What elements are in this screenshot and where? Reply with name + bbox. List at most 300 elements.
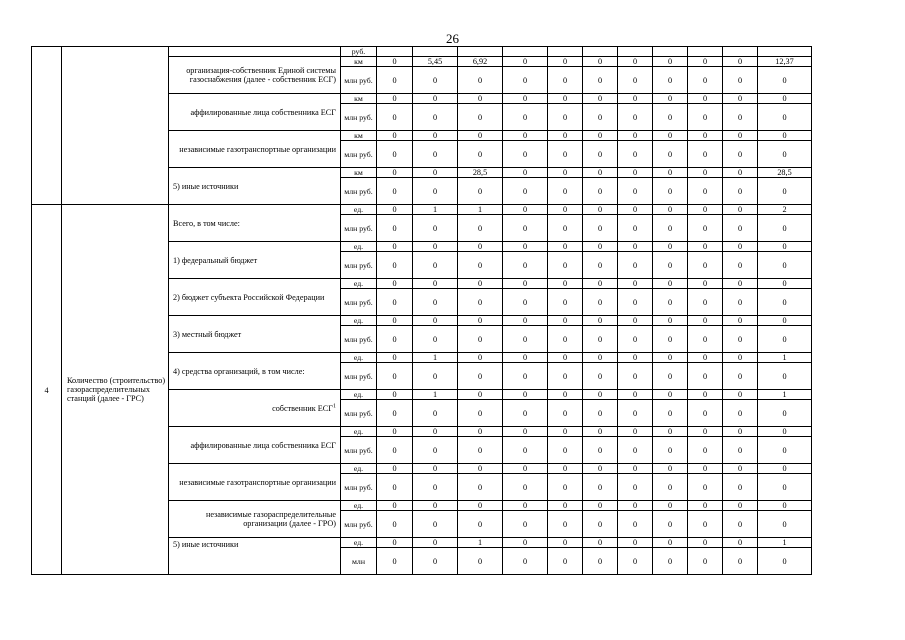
value-cell: 0 xyxy=(688,363,723,390)
value-cell xyxy=(653,47,688,57)
value-cell: 0 xyxy=(688,94,723,104)
value-cell: 0 xyxy=(723,215,758,242)
source-label xyxy=(169,316,341,353)
value-cell: 0 xyxy=(458,353,503,363)
value-cell: 0 xyxy=(377,289,413,316)
source-label xyxy=(169,57,341,94)
section-number: 4 xyxy=(32,205,62,575)
value-cell: 0 xyxy=(758,464,812,474)
value-cell: 1 xyxy=(758,390,812,400)
value-cell: 0 xyxy=(548,178,583,205)
value-cell: 0 xyxy=(377,94,413,104)
value-cell: 0 xyxy=(583,289,618,316)
value-cell: 1 xyxy=(413,353,458,363)
value-cell: 0 xyxy=(723,131,758,141)
value-cell: 0 xyxy=(548,242,583,252)
value-cell: 0 xyxy=(653,464,688,474)
value-cell: 0 xyxy=(413,279,458,289)
source-label-text: 5) иные источники xyxy=(173,540,239,549)
value-cell: 0 xyxy=(548,104,583,131)
source-label-text: независимые газотранспортные организации xyxy=(179,144,336,154)
value-cell: 0 xyxy=(618,131,653,141)
source-label xyxy=(169,279,341,316)
value-cell: 0 xyxy=(583,474,618,501)
value-cell: 0 xyxy=(377,67,413,94)
value-cell: 0 xyxy=(618,178,653,205)
unit-cell: ед. xyxy=(341,353,377,363)
source-cell xyxy=(169,47,341,57)
value-cell: 0 xyxy=(413,326,458,353)
value-cell: 0 xyxy=(618,474,653,501)
unit-cell: млн руб. xyxy=(341,252,377,279)
value-cell: 0 xyxy=(688,215,723,242)
unit-cell: млн руб. xyxy=(341,400,377,427)
value-cell: 0 xyxy=(413,427,458,437)
value-cell: 0 xyxy=(458,141,503,168)
unit-cell: ед. xyxy=(341,316,377,326)
value-cell: 0 xyxy=(377,326,413,353)
value-cell: 0 xyxy=(583,464,618,474)
value-cell: 0 xyxy=(723,501,758,511)
value-cell: 0 xyxy=(377,400,413,427)
value-cell: 0 xyxy=(758,363,812,390)
value-cell: 0 xyxy=(583,501,618,511)
value-cell: 0 xyxy=(503,316,548,326)
unit-cell: млн руб. xyxy=(341,215,377,242)
value-cell: 0 xyxy=(503,168,548,178)
value-cell: 0 xyxy=(758,215,812,242)
value-cell xyxy=(503,47,548,57)
value-cell: 0 xyxy=(723,474,758,501)
value-cell: 0 xyxy=(618,326,653,353)
value-cell: 0 xyxy=(618,538,653,548)
funding-table xyxy=(31,46,812,575)
value-cell: 0 xyxy=(458,501,503,511)
value-cell: 0 xyxy=(653,289,688,316)
value-cell: 0 xyxy=(583,205,618,215)
value-cell: 0 xyxy=(653,168,688,178)
value-cell: 0 xyxy=(688,400,723,427)
value-cell: 0 xyxy=(688,464,723,474)
source-label xyxy=(169,390,341,427)
value-cell: 0 xyxy=(653,363,688,390)
value-cell: 0 xyxy=(548,363,583,390)
value-cell: 0 xyxy=(503,57,548,67)
footnote-marker: 1 xyxy=(333,402,336,409)
source-label-text: 2) бюджет субъекта Российской Федерации xyxy=(173,292,325,302)
value-cell: 28,5 xyxy=(758,168,812,178)
value-cell: 0 xyxy=(688,57,723,67)
value-cell: 0 xyxy=(413,242,458,252)
value-cell: 0 xyxy=(688,474,723,501)
value-cell: 0 xyxy=(377,353,413,363)
value-cell: 0 xyxy=(723,427,758,437)
value-cell: 0 xyxy=(548,400,583,427)
section-number-cell xyxy=(32,47,62,205)
value-cell: 1 xyxy=(458,538,503,548)
unit-cell: ед. xyxy=(341,242,377,252)
value-cell: 0 xyxy=(758,400,812,427)
value-cell: 0 xyxy=(618,215,653,242)
value-cell xyxy=(723,47,758,57)
value-cell: 0 xyxy=(583,131,618,141)
unit-cell: млн руб. xyxy=(341,511,377,538)
value-cell: 0 xyxy=(503,94,548,104)
source-label-text: собственник ЕСГ xyxy=(272,403,333,413)
value-cell: 0 xyxy=(413,511,458,538)
value-cell: 0 xyxy=(413,131,458,141)
value-cell: 0 xyxy=(618,242,653,252)
value-cell xyxy=(458,47,503,57)
value-cell: 0 xyxy=(548,316,583,326)
value-cell: 0 xyxy=(758,104,812,131)
value-cell: 0 xyxy=(618,363,653,390)
value-cell: 0 xyxy=(653,205,688,215)
value-cell: 0 xyxy=(377,316,413,326)
value-cell: 0 xyxy=(653,548,688,575)
unit-cell: км xyxy=(341,168,377,178)
value-cell: 0 xyxy=(377,242,413,252)
table-body xyxy=(32,47,812,575)
value-cell: 0 xyxy=(413,400,458,427)
value-cell: 0 xyxy=(723,252,758,279)
value-cell: 28,5 xyxy=(458,168,503,178)
value-cell: 0 xyxy=(583,548,618,575)
value-cell: 0 xyxy=(458,215,503,242)
value-cell: 0 xyxy=(653,474,688,501)
carry-row xyxy=(32,47,812,57)
value-cell: 0 xyxy=(653,326,688,353)
value-cell: 0 xyxy=(618,279,653,289)
value-cell: 0 xyxy=(377,57,413,67)
value-cell: 0 xyxy=(377,205,413,215)
value-cell: 0 xyxy=(377,501,413,511)
value-cell: 0 xyxy=(653,390,688,400)
value-cell: 0 xyxy=(618,141,653,168)
source-label-text: организация-собственник Единой системы газоснабжения (далее - собственник ЕСГ) xyxy=(186,66,336,84)
unit-cell: млн руб. xyxy=(341,326,377,353)
source-label xyxy=(169,94,341,131)
source-label xyxy=(169,242,341,279)
value-cell: 0 xyxy=(503,205,548,215)
source-label-text: 4) средства организаций, в том числе: xyxy=(173,366,305,376)
value-cell: 0 xyxy=(458,474,503,501)
unit-cell: млн руб. xyxy=(341,363,377,390)
value-cell: 0 xyxy=(377,427,413,437)
value-cell: 0 xyxy=(723,57,758,67)
value-cell: 0 xyxy=(503,511,548,538)
value-cell: 0 xyxy=(688,252,723,279)
value-cell: 0 xyxy=(503,363,548,390)
value-cell: 0 xyxy=(583,363,618,390)
value-cell: 0 xyxy=(503,67,548,94)
value-cell: 0 xyxy=(503,464,548,474)
value-cell: 0 xyxy=(377,168,413,178)
value-cell: 0 xyxy=(653,316,688,326)
value-cell: 0 xyxy=(723,548,758,575)
value-cell: 1 xyxy=(758,538,812,548)
source-label-text: независимые газораспределительные организации (далее - ГРО) xyxy=(205,510,336,528)
unit-cell: ед. xyxy=(341,501,377,511)
value-cell: 0 xyxy=(413,178,458,205)
source-label xyxy=(169,427,341,464)
value-cell: 0 xyxy=(377,141,413,168)
value-cell: 1 xyxy=(458,205,503,215)
value-cell: 0 xyxy=(688,548,723,575)
value-cell: 0 xyxy=(583,242,618,252)
value-cell: 0 xyxy=(458,67,503,94)
value-cell: 0 xyxy=(618,501,653,511)
value-cell: 0 xyxy=(413,548,458,575)
value-cell: 0 xyxy=(758,548,812,575)
value-cell: 0 xyxy=(583,400,618,427)
value-cell: 0 xyxy=(653,215,688,242)
value-cell: 6,92 xyxy=(458,57,503,67)
value-cell: 0 xyxy=(458,427,503,437)
value-cell: 0 xyxy=(503,548,548,575)
value-cell: 0 xyxy=(618,94,653,104)
value-cell: 0 xyxy=(758,511,812,538)
value-cell: 0 xyxy=(723,353,758,363)
value-cell: 0 xyxy=(413,501,458,511)
value-cell: 0 xyxy=(583,67,618,94)
value-cell: 0 xyxy=(688,326,723,353)
value-cell: 0 xyxy=(653,437,688,464)
value-cell: 0 xyxy=(413,437,458,464)
value-cell: 0 xyxy=(458,464,503,474)
value-cell: 0 xyxy=(688,390,723,400)
value-cell: 0 xyxy=(583,252,618,279)
value-cell: 0 xyxy=(583,511,618,538)
value-cell: 0 xyxy=(723,67,758,94)
value-cell: 0 xyxy=(618,400,653,427)
value-cell: 0 xyxy=(653,279,688,289)
value-cell: 0 xyxy=(618,316,653,326)
value-cell: 0 xyxy=(688,511,723,538)
unit-cell: км xyxy=(341,131,377,141)
value-cell: 0 xyxy=(583,353,618,363)
value-cell: 0 xyxy=(548,427,583,437)
value-cell: 0 xyxy=(458,131,503,141)
value-cell: 0 xyxy=(548,57,583,67)
value-cell: 0 xyxy=(458,94,503,104)
value-cell: 0 xyxy=(723,400,758,427)
value-cell: 0 xyxy=(758,316,812,326)
value-cell: 0 xyxy=(458,242,503,252)
value-cell: 0 xyxy=(723,205,758,215)
value-cell xyxy=(583,47,618,57)
value-cell: 0 xyxy=(583,326,618,353)
value-cell: 0 xyxy=(688,242,723,252)
unit-cell: млн руб. xyxy=(341,104,377,131)
value-cell: 0 xyxy=(723,316,758,326)
value-cell: 0 xyxy=(723,390,758,400)
source-label xyxy=(169,131,341,168)
value-cell: 1 xyxy=(413,205,458,215)
unit-cell: км xyxy=(341,57,377,67)
value-cell: 0 xyxy=(758,131,812,141)
source-label xyxy=(169,353,341,390)
value-cell: 0 xyxy=(503,252,548,279)
value-cell: 0 xyxy=(723,464,758,474)
value-cell: 0 xyxy=(723,279,758,289)
value-cell: 0 xyxy=(458,511,503,538)
value-cell: 0 xyxy=(458,316,503,326)
value-cell: 0 xyxy=(503,427,548,437)
value-cell: 0 xyxy=(548,511,583,538)
value-cell: 0 xyxy=(413,104,458,131)
value-cell: 0 xyxy=(548,131,583,141)
value-cell: 0 xyxy=(377,548,413,575)
value-cell: 0 xyxy=(548,67,583,94)
value-cell: 0 xyxy=(548,252,583,279)
value-cell xyxy=(548,47,583,57)
value-cell: 0 xyxy=(548,168,583,178)
value-cell: 0 xyxy=(548,548,583,575)
value-cell: 0 xyxy=(377,215,413,242)
value-cell: 0 xyxy=(758,279,812,289)
value-cell xyxy=(688,47,723,57)
unit-cell: млн xyxy=(341,548,377,575)
value-cell: 0 xyxy=(503,289,548,316)
value-cell: 0 xyxy=(548,279,583,289)
value-cell: 0 xyxy=(618,252,653,279)
value-cell: 0 xyxy=(548,353,583,363)
value-cell: 0 xyxy=(758,474,812,501)
value-cell: 0 xyxy=(688,131,723,141)
value-cell: 0 xyxy=(458,252,503,279)
value-cell: 0 xyxy=(413,316,458,326)
value-cell: 0 xyxy=(688,289,723,316)
value-cell: 0 xyxy=(618,67,653,94)
value-cell: 0 xyxy=(503,538,548,548)
value-cell: 0 xyxy=(583,279,618,289)
unit-cell: ед. xyxy=(341,538,377,548)
value-cell: 0 xyxy=(688,427,723,437)
value-cell: 5,45 xyxy=(413,57,458,67)
value-cell: 0 xyxy=(758,94,812,104)
value-cell: 0 xyxy=(618,289,653,316)
value-cell: 0 xyxy=(377,279,413,289)
value-cell: 0 xyxy=(458,437,503,464)
value-cell: 0 xyxy=(503,400,548,427)
value-cell: 0 xyxy=(653,501,688,511)
value-cell: 0 xyxy=(653,67,688,94)
value-cell: 1 xyxy=(413,390,458,400)
value-cell: 0 xyxy=(688,316,723,326)
source-label-text: 3) местный бюджет xyxy=(173,329,242,339)
source-label-text: независимые газотранспортные организации xyxy=(179,477,336,487)
source-label-text: Всего, в том числе: xyxy=(173,218,240,228)
value-cell: 0 xyxy=(583,57,618,67)
value-cell: 0 xyxy=(583,316,618,326)
value-cell: 0 xyxy=(688,279,723,289)
value-cell xyxy=(377,47,413,57)
value-cell: 0 xyxy=(758,141,812,168)
value-cell: 0 xyxy=(688,104,723,131)
value-cell: 0 xyxy=(377,511,413,538)
value-cell: 0 xyxy=(653,400,688,427)
value-cell: 0 xyxy=(758,242,812,252)
unit-cell: ед. xyxy=(341,427,377,437)
value-cell: 0 xyxy=(413,141,458,168)
value-cell: 0 xyxy=(503,353,548,363)
value-cell: 0 xyxy=(618,464,653,474)
value-cell: 0 xyxy=(653,242,688,252)
value-cell: 0 xyxy=(583,94,618,104)
value-cell: 0 xyxy=(723,289,758,316)
value-cell: 0 xyxy=(377,390,413,400)
value-cell: 0 xyxy=(688,538,723,548)
value-cell: 0 xyxy=(548,390,583,400)
value-cell: 0 xyxy=(413,363,458,390)
value-cell: 0 xyxy=(548,94,583,104)
value-cell: 0 xyxy=(413,67,458,94)
value-cell xyxy=(618,47,653,57)
unit-cell: ед. xyxy=(341,279,377,289)
unit-cell: млн руб. xyxy=(341,474,377,501)
value-cell: 0 xyxy=(653,131,688,141)
source-label xyxy=(169,501,341,538)
value-cell: 0 xyxy=(618,353,653,363)
unit-cell: ед. xyxy=(341,205,377,215)
value-cell: 0 xyxy=(377,363,413,390)
value-cell: 0 xyxy=(583,141,618,168)
value-cell: 0 xyxy=(618,390,653,400)
value-cell: 0 xyxy=(618,511,653,538)
value-cell: 0 xyxy=(723,94,758,104)
value-cell: 0 xyxy=(458,326,503,353)
value-cell: 0 xyxy=(503,215,548,242)
value-cell: 0 xyxy=(723,178,758,205)
value-cell: 0 xyxy=(723,141,758,168)
value-cell: 0 xyxy=(583,538,618,548)
value-cell: 0 xyxy=(688,501,723,511)
value-cell: 0 xyxy=(688,141,723,168)
value-cell: 0 xyxy=(503,104,548,131)
value-cell: 0 xyxy=(723,242,758,252)
value-cell: 0 xyxy=(458,363,503,390)
value-cell: 0 xyxy=(618,548,653,575)
value-cell: 0 xyxy=(688,67,723,94)
value-cell: 0 xyxy=(377,464,413,474)
value-cell: 1 xyxy=(758,353,812,363)
value-cell: 0 xyxy=(653,427,688,437)
value-cell: 0 xyxy=(503,131,548,141)
value-cell: 0 xyxy=(413,289,458,316)
value-cell: 0 xyxy=(548,437,583,464)
table-row xyxy=(32,205,812,215)
value-cell: 0 xyxy=(618,205,653,215)
value-cell: 0 xyxy=(758,178,812,205)
value-cell: 0 xyxy=(583,178,618,205)
unit-cell: руб. xyxy=(341,47,377,57)
source-label-text: 5) иные источники xyxy=(173,181,239,191)
value-cell: 0 xyxy=(723,363,758,390)
value-cell: 0 xyxy=(548,289,583,316)
unit-cell: ед. xyxy=(341,464,377,474)
value-cell: 0 xyxy=(618,437,653,464)
value-cell: 0 xyxy=(548,538,583,548)
value-cell: 0 xyxy=(758,326,812,353)
value-cell: 0 xyxy=(758,289,812,316)
value-cell: 0 xyxy=(377,437,413,464)
value-cell: 0 xyxy=(688,205,723,215)
value-cell: 0 xyxy=(458,400,503,427)
value-cell: 0 xyxy=(618,427,653,437)
value-cell: 0 xyxy=(653,57,688,67)
value-cell: 0 xyxy=(377,131,413,141)
